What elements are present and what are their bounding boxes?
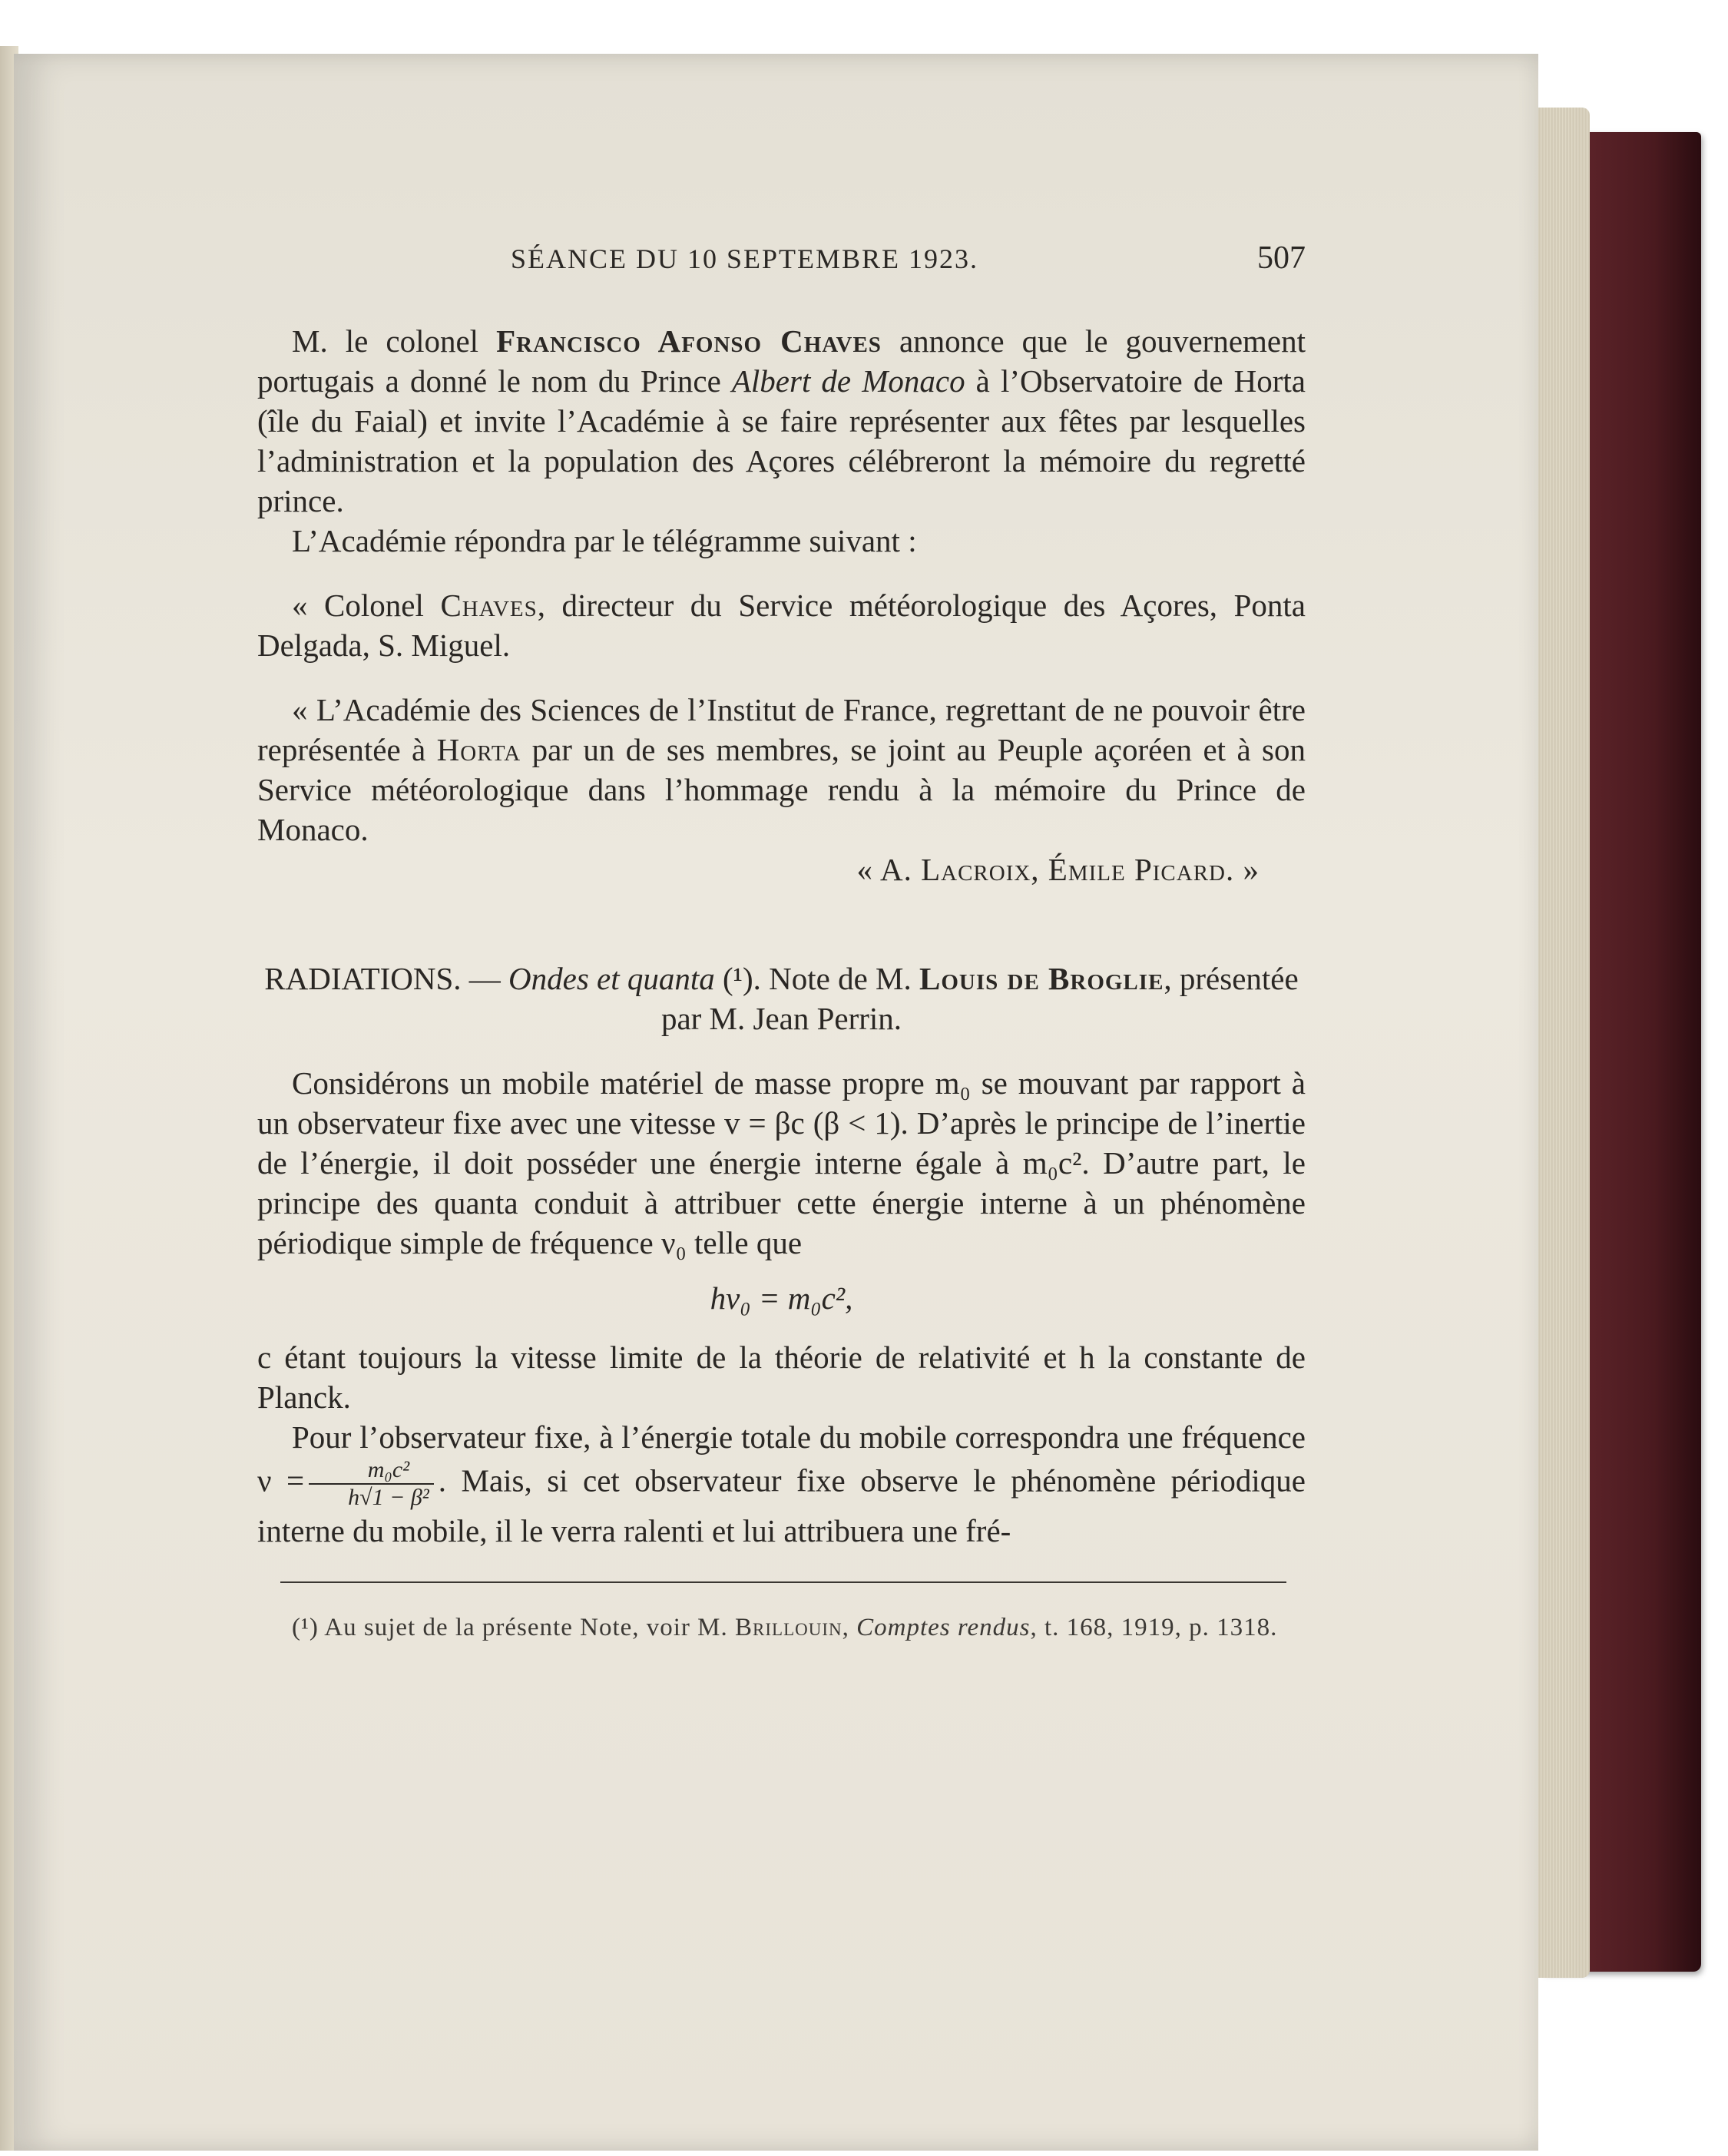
prince-name: Albert de Monaco — [731, 363, 965, 399]
telegram-signature: « A. Lacroix, Émile Picard. » — [856, 852, 1260, 887]
telegram-text: « L’Académie des Sciences de l’Institut de France, regrettant de ne pouvoir être représentée à Horta par un de ses membres, se joint au Peuple açoréen et à son Service météorologique dans l’hommage rendu à la mémoire du Prince de Monaco. — [257, 692, 1306, 847]
footnote: (¹) Au sujet de la présente Note, voir M. Brillouin, Comptes rendus, t. 168, 1919, p. 1318. — [292, 1614, 1278, 1641]
running-header — [257, 238, 1306, 279]
footnote-rule — [280, 1581, 1286, 1583]
paragraph-frequency: Pour l’observateur fixe, à l’énergie totale du mobile correspondra une fréquence ν = $\frac{\text{m₀c²}}{\text{h√1 − β²}}$ . Mais, si cet observateur fixe observe le phénomène périodique interne du mobile, il le verra ralenti et lui attribuera une fré- — [257, 1419, 1306, 1548]
frequency-fraction: $\frac{\text{m₀c²}}{\text{h√1 − β²}}$ — [309, 1457, 434, 1511]
header-title: SÉANCE DU 10 SEPTEMBRE 1923. — [511, 243, 979, 274]
note-title: RADIATIONS. — Ondes et quanta (¹). Note de M. Louis de Broglie, présentée par M. Jean Perrin. — [264, 961, 1299, 1036]
note-author: Louis de Broglie — [919, 961, 1164, 996]
paragraph-mobile-energy: Considérons un mobile matériel de masse propre m₀ se mouvant par rapport à un observateur fixe avec une vitesse v = βc (β < 1). D’après le principe de l’inertie de l’énergie, il doit posséder une énergie interne égale à m₀c². D’autre part, le principe des quanta conduit à attribuer cette énergie interne à un phénomène périodique simple de fréquence ν₀ telle que — [257, 1065, 1306, 1260]
paragraph-planck: c étant toujours la vitesse limite de la théorie de relativité et h la constante de Planck. — [257, 1340, 1306, 1415]
page-number: 507 — [1257, 240, 1306, 276]
page-content — [257, 238, 1306, 1645]
formula-quanta: hν₀ = m₀c², — [710, 1280, 853, 1316]
paragraph-chaves-announcement: M. le colonel Francisco Afonso Chaves annonce que le gouvernement portugais a donné le nom du Prince Albert de Monaco à l’Observatoire de Horta (île du Faial) et invite l’Académie à se faire représenter aux fêtes par lesquelles l’administration et la population des Açores célébreront la mémoire du regretté prince. — [257, 323, 1306, 518]
telegram-address: « Colonel Chaves, directeur du Service météorologique des Açores, Ponta Delgada, S. Miguel. — [257, 588, 1306, 663]
paragraph-reply: L’Académie répondra par le télégramme suivant : — [292, 523, 917, 558]
person-name: Francisco Afonso Chaves — [496, 323, 882, 359]
